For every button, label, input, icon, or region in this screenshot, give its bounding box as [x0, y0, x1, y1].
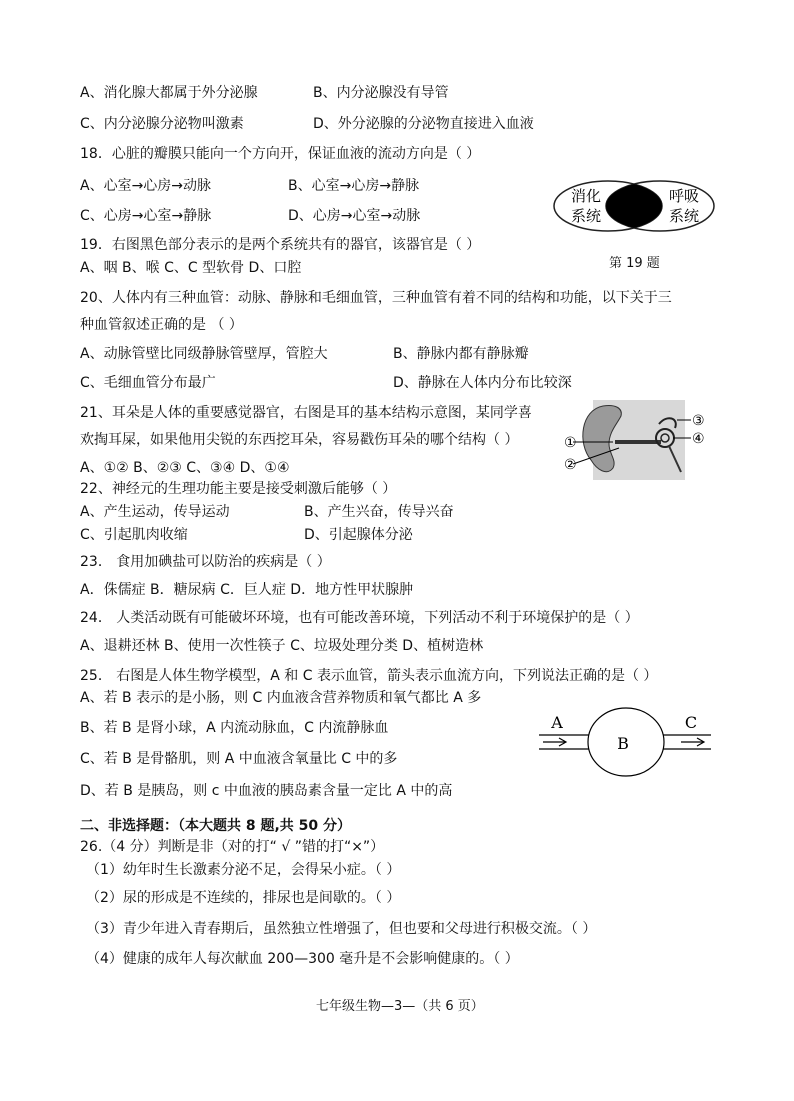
q20-option-a: A、动脉管壁比同级静脉管壁厚，管腔大 [80, 346, 328, 362]
ear-label-1: ① [564, 435, 577, 451]
vessel-a-label: A [551, 713, 563, 732]
q23-options: A．侏儒症 B．糖尿病 C．巨人症 D．地方性甲状腺肿 [80, 582, 414, 598]
q26-stem: 26.（4 分）判断是非（对的打“ √ ”错的打“×”） [80, 839, 385, 855]
section-2-heading: 二、非选择题：（本大题共 8 题,共 50 分） [80, 818, 352, 834]
q18-option-c: C、心房→心室→静脉 [80, 208, 212, 224]
q25-option-c: C、若 B 是骨骼肌，则 A 中血液含氧量比 C 中的多 [80, 751, 398, 767]
q25-option-d: D、若 B 是胰岛，则 c 中血液的胰岛素含量一定比 A 中的高 [80, 783, 453, 799]
q25-option-b: B、若 B 是肾小球，A 内流动脉血，C 内流静脉血 [80, 720, 389, 736]
q22-option-a: A、产生运动，传导运动 [80, 504, 230, 520]
q18-option-d: D、心房→心室→动脉 [288, 208, 421, 224]
q18-stem: 18．心脏的瓣膜只能向一个方向开，保证血液的流动方向是（ ） [80, 146, 481, 162]
q21-stem-line1: 21、耳朵是人体的重要感觉器官，右图是耳的基本结构示意图，某同学喜 [80, 405, 532, 421]
q22-stem: 22、神经元的生理功能主要是接受刺激后能够（ ） [80, 481, 397, 497]
q21-options: A、①② B、②③ C、③④ D、①④ [80, 460, 290, 476]
q19-figure-caption: 第 19 题 [609, 256, 660, 271]
page-footer: 七年级生物—3—（共 6 页） [316, 999, 484, 1014]
q17-option-a: A、消化腺大都属于外分泌腺 [80, 85, 258, 101]
q25-stem: 25． 右图是人体生物学模型，A 和 C 表示血管，箭头表示血流方向，下列说法正确的是（ ） [80, 668, 658, 684]
q20-stem-line1: 20、人体内有三种血管：动脉、静脉和毛细血管，三种血管有着不同的结构和功能，以下关于三 [80, 290, 672, 306]
q26-statement-4: （4）健康的成年人每次献血 200—300 毫升是不会影响健康的。（ ） [86, 951, 519, 967]
q18-option-b: B、心室→心房→静脉 [288, 178, 420, 194]
q19-options: A、咽 B、喉 C、C 型软骨 D、口腔 [80, 260, 302, 276]
ear-label-3: ③ [692, 413, 705, 429]
q22-option-b: B、产生兴奋，传导兴奋 [304, 504, 454, 520]
q22-option-d: D、引起腺体分泌 [304, 527, 413, 543]
venn-left-line2: 系统 [570, 207, 602, 225]
q26-statement-3: （3）青少年进入青春期后，虽然独立性增强了，但也要和父母进行积极交流。（ ） [86, 921, 597, 937]
q20-option-c: C、毛细血管分布最广 [80, 375, 216, 391]
venn-right-line2: 系统 [668, 207, 700, 225]
organ-b-label: B [617, 734, 629, 753]
q20-stem-line2: 种血管叙述正确的是 （ ） [80, 317, 243, 333]
q17-option-b: B、内分泌腺没有导管 [313, 85, 449, 101]
q20-option-b: B、静脉内都有静脉瓣 [393, 346, 529, 362]
ear-label-2: ② [564, 457, 577, 473]
q17-option-d: D、外分泌腺的分泌物直接进入血液 [313, 116, 534, 132]
q24-stem: 24． 人类活动既有可能破坏环境，也有可能改善环境，下列活动不利于环境保护的是（ ） [80, 610, 639, 626]
venn-left-line1: 消化 [570, 187, 602, 205]
q25-option-a: A、若 B 表示的是小肠，则 C 内血液含营养物质和氧气都比 A 多 [80, 690, 482, 706]
q20-option-d: D、静脉在人体内分布比较深 [393, 375, 572, 391]
q24-options: A、退耕还林 B、使用一次性筷子 C、垃圾处理分类 D、植树造林 [80, 638, 484, 654]
q19-venn-figure [548, 178, 720, 234]
venn-right-line1: 呼吸 [668, 187, 700, 205]
q22-option-c: C、引起肌肉收缩 [80, 527, 188, 543]
q18-option-a: A、心室→心房→动脉 [80, 178, 212, 194]
q25-blood-flow-model [535, 706, 715, 782]
q26-statement-2: （2）尿的形成是不连续的，排尿也是间歇的。（ ） [86, 890, 401, 906]
q21-ear-diagram [563, 398, 711, 484]
q23-stem: 23． 食用加碘盐可以防治的疾病是（ ） [80, 554, 331, 570]
q17-option-c: C、内分泌腺分泌物叫激素 [80, 116, 244, 132]
ear-label-4: ④ [692, 431, 705, 447]
q21-stem-line2: 欢掏耳屎，如果他用尖锐的东西挖耳朵，容易戳伤耳朵的哪个结构（ ） [80, 432, 519, 448]
vessel-c-label: C [684, 713, 698, 732]
q26-statement-1: （1）幼年时生长激素分泌不足，会得呆小症。（ ） [86, 862, 401, 878]
q19-stem: 19．右图黑色部分表示的是两个系统共有的器官，该器官是（ ） [80, 237, 481, 253]
